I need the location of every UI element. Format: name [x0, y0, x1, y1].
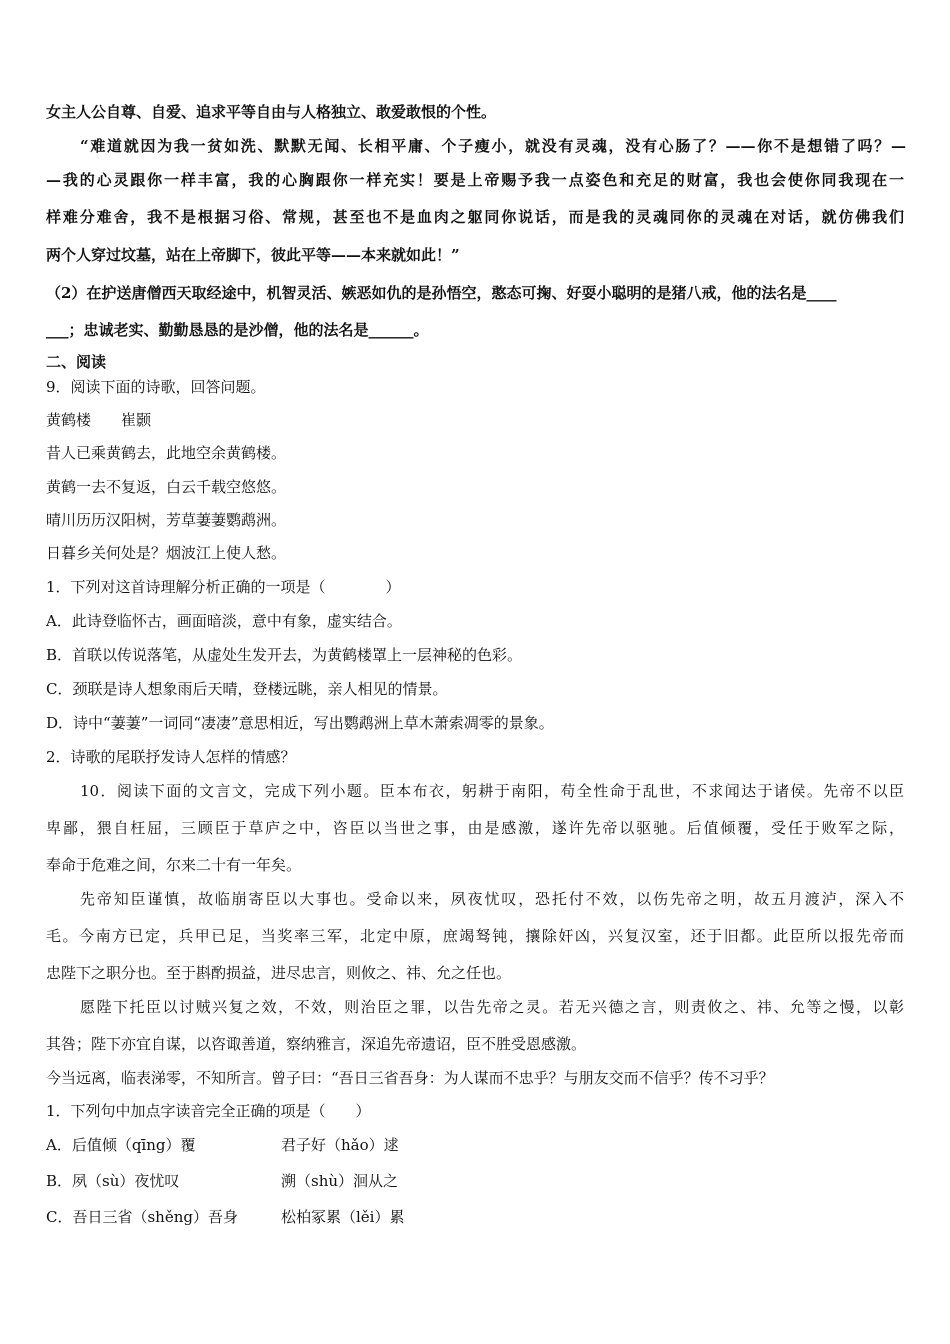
question-title: 9．阅读下面的诗歌，回答问题。	[46, 378, 266, 396]
section-heading: 二、阅读	[46, 353, 107, 371]
poem-line: 昔人已乘黄鹤去，此地空余黄鹤楼。	[46, 444, 287, 462]
choice-option: A．此诗登临怀古，画面暗淡，意中有象，虚实结合。	[46, 612, 402, 630]
quote-line: “难道就因为我一贫如洗、默默无闻、长相平庸、个子瘦小，就没有灵魂，没有心肠了？——你不是想错了吗？—	[80, 137, 906, 155]
choice-option: B．首联以传说落笔，从虚处生发开去，为黄鹤楼罩上一层神秘的色彩。	[46, 646, 523, 664]
choice-option-a-right: 君子好（hǎo）逑	[281, 1136, 399, 1154]
choice-option: C．颈联是诗人想象雨后天晴，登楼远眺，亲人相见的情景。	[46, 680, 448, 698]
question-line: （2）在护送唐僧西天取经途中，机智灵活、嫉恶如仇的是孙悟空，憨态可掬、好耍小聪明的是猪八戒，他的法名是____	[46, 284, 837, 302]
poem-title: 黄鹤楼 崔颢	[46, 411, 152, 429]
quote-line: 两个人穿过坟墓，站在上帝脚下，彼此平等——本来就如此！”	[46, 246, 460, 264]
question-line: 2．诗歌的尾联抒发诗人怎样的情感？	[46, 748, 296, 766]
quote-line: 样难分难舍，我不是根据习俗、常规，甚至也不是血肉之躯同你说话，而是我的灵魂同你的灵魂在对话，就仿佛我们	[46, 208, 904, 226]
choice-option-c-right: 松柏冢累（lěi）累	[281, 1208, 405, 1226]
passage-line: 先帝知臣谨慎，故临崩寄臣以大事也。受命以来，夙夜忧叹，恐托付不效，以伤先帝之明，故五月渡泸，深入不	[80, 890, 904, 908]
choice-option-c-left: C．吾日三省（shěng）吾身	[46, 1208, 238, 1226]
passage-line: 10．阅读下面的文言文，完成下列小题。臣本布衣，躬耕于南阳，苟全性命于乱世，不求闻达于诸侯。先帝不以臣	[80, 782, 904, 800]
question-line: 1．下列对这首诗理解分析正确的一项是（ ）	[46, 578, 401, 596]
poem-line: 黄鹤一去不复返，白云千载空悠悠。	[46, 478, 287, 496]
passage-line: 奉命于危难之间，尔来二十有一年矣。	[46, 856, 302, 874]
passage-line: 忠陛下之职分也。至于斟酌损益，进尽忠言，则攸之、祎、允之任也。	[46, 964, 512, 982]
question-line: 1．下列句中加点字读音完全正确的项是（ ）	[46, 1102, 371, 1120]
passage-line: 毛。今南方已定，兵甲已足，当奖率三军，北定中原，庶竭驽钝，攘除奸凶，兴复汉室，还于旧都。此臣所以报先帝而	[46, 927, 904, 945]
passage-line: 其咎；陛下亦宜自谋，以咨诹善道，察纳雅言，深追先帝遗诏，臣不胜受恩感激。	[46, 1035, 587, 1053]
poem-line: 日暮乡关何处是？烟波江上使人愁。	[46, 544, 287, 562]
choice-option-a-left: A．后值倾（qīng）覆	[46, 1136, 196, 1154]
passage-line: 今当远离，临表涕零，不知所言。曾子曰：“吾日三省吾身：为人谋而不忠乎？与朋友交而不信乎？传不习乎？	[46, 1069, 774, 1087]
choice-option-b-left: B．夙（sù）夜忧叹	[46, 1172, 180, 1190]
text-line: 女主人公自尊、自爱、追求平等自由与人格独立、敢爱敢恨的个性。	[46, 103, 497, 121]
passage-line: 卑鄙，猥自枉屈，三顾臣于草庐之中，咨臣以当世之事，由是感激，遂许先帝以驱驰。后值倾覆，受任于败军之际，	[46, 819, 904, 837]
poem-line: 晴川历历汉阳树，芳草萋萋鹦鹉洲。	[46, 511, 287, 529]
choice-option-b-right: 溯（shù）洄从之	[281, 1172, 399, 1190]
quote-line: —我的心灵跟你一样丰富，我的心胸跟你一样充实！要是上帝赐予我一点姿色和充足的财富，我也会使你同我现在一	[46, 171, 904, 189]
passage-line: 愿陛下托臣以讨贼兴复之效，不效，则治臣之罪，以告先帝之灵。若无兴德之言，则责攸之、祎、允等之慢，以彰	[80, 998, 904, 1016]
question-line: ___；忠诚老实、勤勤恳恳的是沙僧，他的法名是______。	[46, 321, 429, 339]
choice-option: D．诗中“萋萋”一词同“凄凄”意思相近，写出鹦鹉洲上草木萧索凋零的景象。	[46, 714, 554, 732]
